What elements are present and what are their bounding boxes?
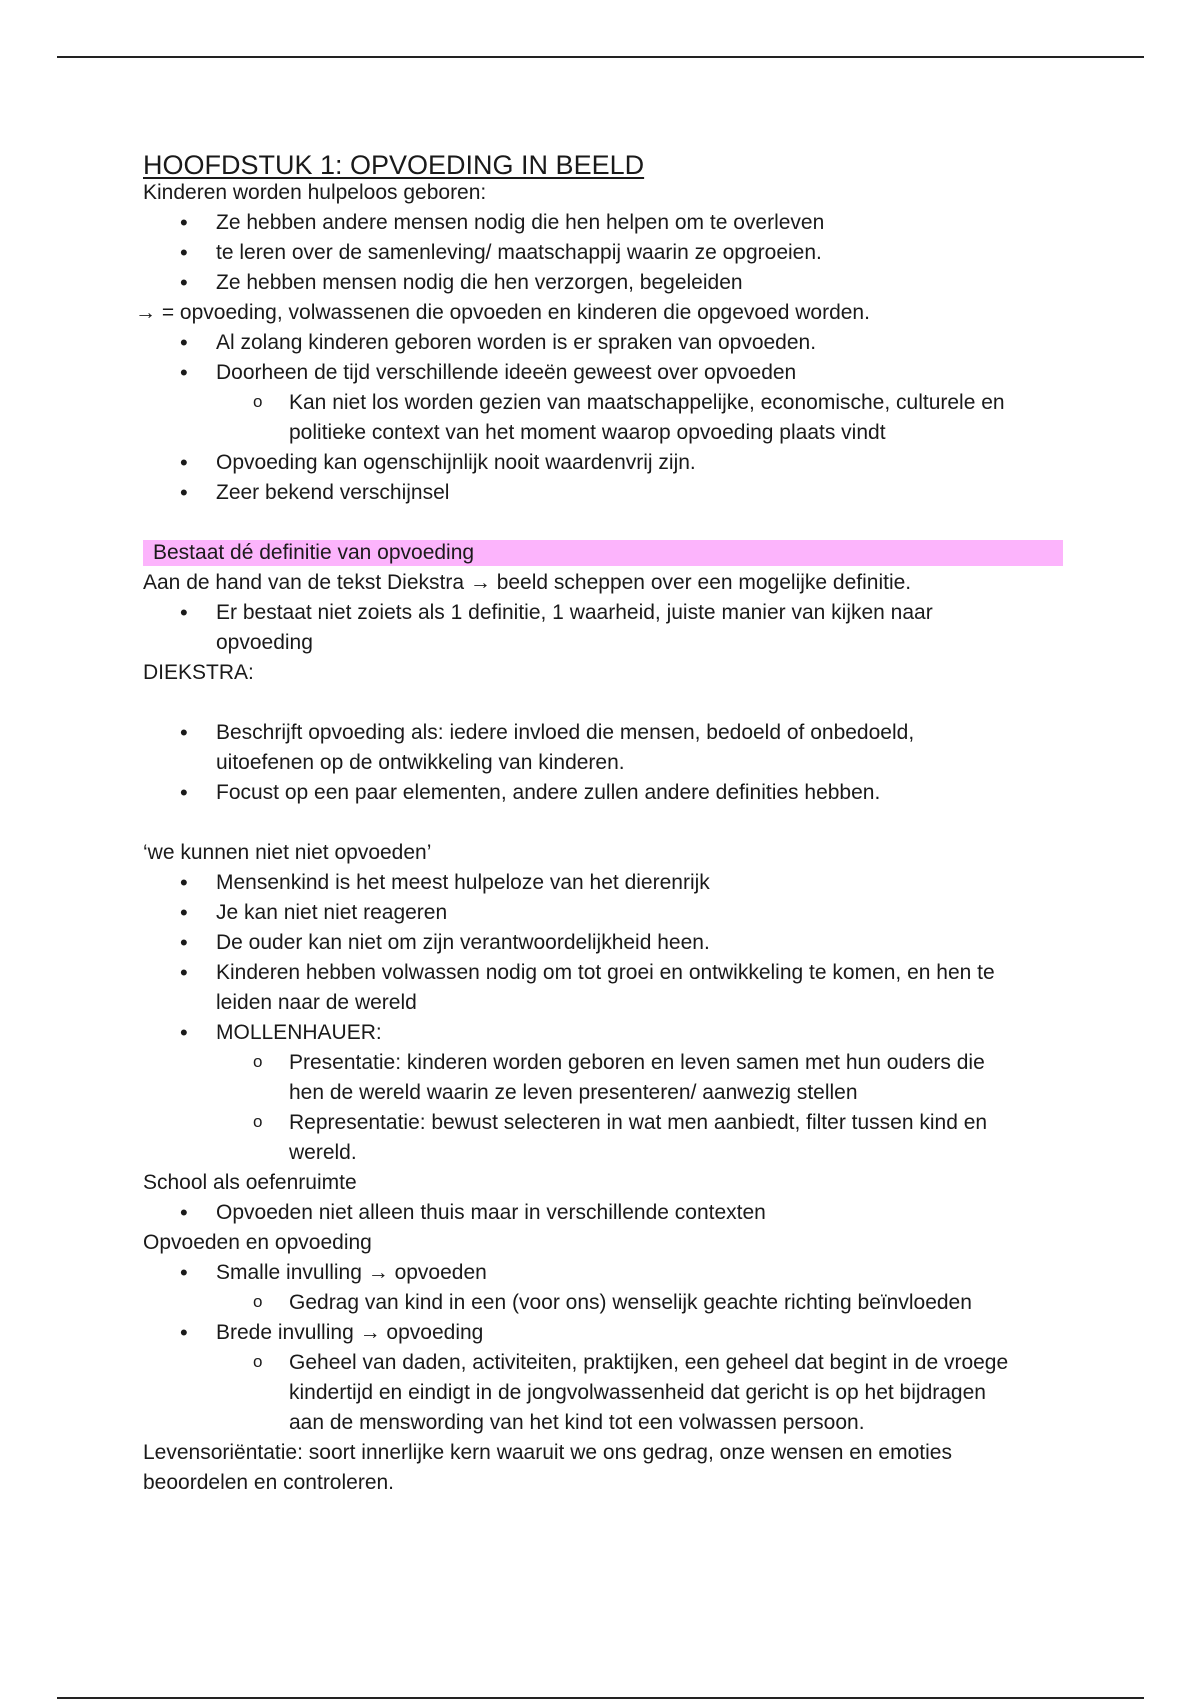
sub-list-item-continued: wereld. xyxy=(289,1141,357,1164)
list-item: • De ouder kan niet om zijn verantwoordelijkheid heen. xyxy=(143,928,1063,958)
paragraph: Opvoeden en opvoeding xyxy=(143,1231,372,1254)
sub-list-item: o Presentatie: kinderen worden geboren en leven samen met hun ouders die xyxy=(143,1048,1063,1078)
list-item: • Opvoeding kan ogenschijnlijk nooit waardenvrij zijn. xyxy=(143,448,1063,478)
list-item: • MOLLENHAUER: xyxy=(143,1018,1063,1048)
list-item-continued: leiden naar de wereld xyxy=(216,991,417,1014)
spacer xyxy=(143,688,1063,718)
list-item: • Ze hebben andere mensen nodig die hen helpen om te overleven xyxy=(143,208,1063,238)
document-body xyxy=(135,148,1063,1498)
quote-line: ‘we kunnen niet niet opvoeden’ xyxy=(143,841,432,864)
list-item: • Smalle invulling → opvoeden xyxy=(143,1258,1063,1288)
sub-list-item: o Representatie: bewust selecteren in wat men aanbiedt, filter tussen kind en xyxy=(143,1108,1063,1138)
list-item: • Focust op een paar elementen, andere zullen andere definities hebben. xyxy=(143,778,1063,808)
list-item-continued: opvoeding xyxy=(216,631,313,654)
sub-list-item-continued: kindertijd en eindigt in de jongvolwassenheid dat gericht is op het bijdragen xyxy=(289,1381,986,1404)
list-item: • Kinderen hebben volwassen nodig om tot groei en ontwikkeling te komen, en hen te xyxy=(143,958,1063,988)
paragraph: Levensoriëntatie: soort innerlijke kern waaruit we ons gedrag, onze wensen en emoties xyxy=(143,1441,952,1464)
header-rule xyxy=(57,56,1144,58)
list-item: • Al zolang kinderen geboren worden is er spraken van opvoeden. xyxy=(143,328,1063,358)
section-heading-highlight: Bestaat dé definitie van opvoeding xyxy=(143,540,1063,566)
sub-list-item-continued: politieke context van het moment waarop opvoeding plaats vindt xyxy=(289,421,886,444)
author-label: DIEKSTRA: xyxy=(143,661,254,684)
list-item: • Ze hebben mensen nodig die hen verzorgen, begeleiden xyxy=(143,268,1063,298)
sub-list-item: o Gedrag van kind in een (voor ons) wenselijk geachte richting beïnvloeden xyxy=(143,1288,1063,1318)
list-item: • Beschrijft opvoeding als: iedere invloed die mensen, bedoeld of onbedoeld, xyxy=(143,718,1063,748)
paragraph: School als oefenruimte xyxy=(143,1171,357,1194)
spacer xyxy=(143,508,1063,538)
list-item: • Mensenkind is het meest hulpeloze van het dierenrijk xyxy=(143,868,1063,898)
arrow-line: → = opvoeding, volwassenen die opvoeden en kinderen die opgevoed worden. xyxy=(135,301,870,324)
list-item: • Je kan niet niet reageren xyxy=(143,898,1063,928)
list-item: • Er bestaat niet zoiets als 1 definitie, 1 waarheid, juiste manier van kijken naar xyxy=(143,598,1063,628)
sub-list-item-continued: hen de wereld waarin ze leven presenteren/ aanwezig stellen xyxy=(289,1081,858,1104)
footer-rule xyxy=(57,1697,1144,1699)
paragraph-continued: beoordelen en controleren. xyxy=(143,1471,395,1494)
spacer xyxy=(143,808,1063,838)
sub-list-item-continued: aan de menswording van het kind tot een volwassen persoon. xyxy=(289,1411,865,1434)
list-item: • Opvoeden niet alleen thuis maar in verschillende contexten xyxy=(143,1198,1063,1228)
paragraph: Aan de hand van de tekst Diekstra → beeld scheppen over een mogelijke definitie. xyxy=(143,571,912,594)
list-item: • Brede invulling → opvoeding xyxy=(143,1318,1063,1348)
list-item-continued: uitoefenen op de ontwikkeling van kinderen. xyxy=(216,751,625,774)
page-title: HOOFDSTUK 1: OPVOEDING IN BEELD xyxy=(143,150,645,180)
intro-text: Kinderen worden hulpeloos geboren: xyxy=(143,181,487,204)
list-item: • Zeer bekend verschijnsel xyxy=(143,478,1063,508)
list-item: • Doorheen de tijd verschillende ideeën geweest over opvoeden xyxy=(143,358,1063,388)
sub-list-item: o Geheel van daden, activiteiten, praktijken, een geheel dat begint in de vroege xyxy=(143,1348,1063,1378)
sub-list-item: o Kan niet los worden gezien van maatschappelijke, economische, culturele en xyxy=(143,388,1063,418)
list-item: • te leren over de samenleving/ maatschappij waarin ze opgroeien. xyxy=(143,238,1063,268)
